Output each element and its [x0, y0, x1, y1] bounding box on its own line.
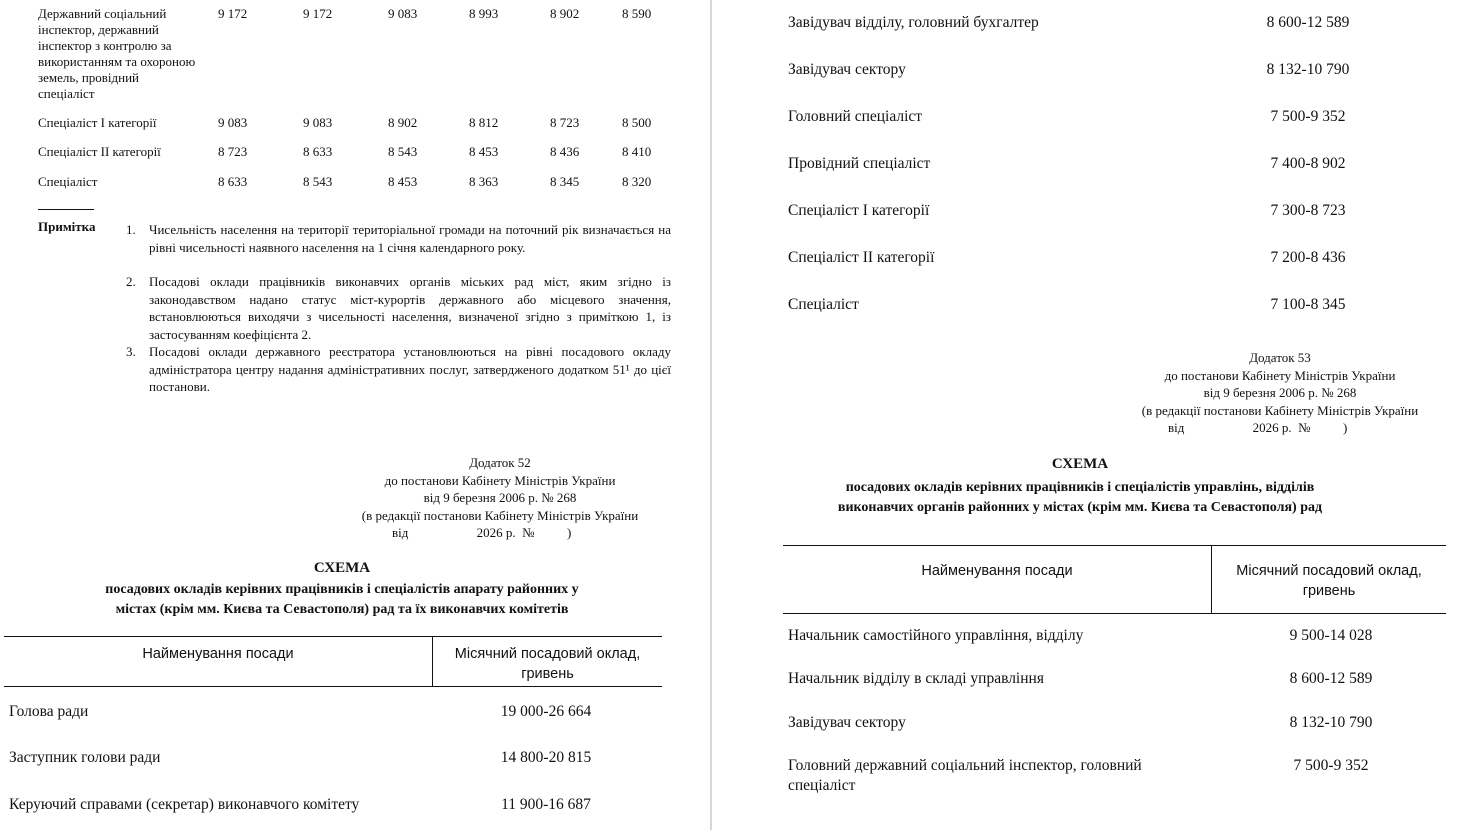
salary-cell: 7 100-8 345 [1270, 296, 1346, 313]
schema-title: СХЕМА [313, 560, 371, 576]
schema-subtitle: містах (крім мм. Києва та Севастополя) рад та їх виконавчих комітетів [115, 602, 569, 617]
position-cell: Завідувач сектору [788, 61, 906, 78]
left-page [0, 0, 710, 830]
addendum-line: від 9 березня 2006 р. № 268 [423, 490, 577, 505]
note-number: 1. [126, 222, 136, 237]
schema-subtitle: посадових окладів керівних працівників і спеціалістів управлінь, відділів [845, 480, 1315, 495]
salary-cell: 8 600-12 589 [1266, 14, 1350, 31]
value-cell: 8 902 [388, 115, 418, 130]
salary-cell: 8 132-10 790 [1289, 714, 1373, 731]
value-cell: 8 345 [550, 174, 580, 189]
schema-title: СХЕМА [1051, 456, 1109, 472]
schema-subtitle: виконавчих органів районних у містах (крім мм. Києва та Севастополя) рад [837, 500, 1323, 515]
footnote-divider [38, 209, 94, 210]
column-header-position: Найменування посади [142, 646, 294, 662]
note-text: Посадові оклади працівників виконавчих органів міських рад міст, яким згідно із законодавством надано статус міст-курортів державного або місцевого значення, встановлюються виходячи з чисельності населення, визначеної згідно з приміткою 1, із застосуванням коефіцієнта 2. [149, 274, 671, 342]
value-cell: 8 453 [469, 144, 499, 159]
position-cell: Спеціаліст I категорії [788, 202, 930, 219]
position-cell: Завідувач відділу, головний бухгалтер [788, 14, 1039, 31]
salary-cell: 7 500-9 352 [1270, 108, 1346, 125]
value-cell: 8 633 [218, 174, 248, 189]
value-cell: 9 083 [303, 115, 333, 130]
value-cell: 8 902 [550, 6, 580, 21]
position-cell: Спеціаліст II категорії [788, 249, 935, 266]
value-cell: 8 500 [622, 115, 652, 130]
position-cell: Заступник голови ради [9, 749, 161, 766]
column-header-salary-line: Місячний посадовий оклад, [1236, 563, 1422, 579]
column-header-salary [1212, 561, 1446, 601]
addendum-line: Додаток 52 [469, 455, 531, 470]
salary-cell: 8 600-12 589 [1289, 670, 1373, 687]
position-cell: Спеціаліст II категорії [38, 144, 161, 159]
table-top-border [4, 636, 662, 637]
position-line: Головний державний соціальний інспектор, головний [788, 757, 1142, 774]
note-label: Примітка [38, 219, 96, 234]
position-cell: Завідувач сектору [788, 714, 906, 731]
addendum-line: від 2026 р. № ) [392, 525, 572, 540]
value-cell: 8 543 [388, 144, 418, 159]
column-header-salary-line: гривень [521, 666, 574, 682]
right-page [712, 0, 1460, 830]
salary-cell: 8 132-10 790 [1266, 61, 1350, 78]
table-header-border [4, 686, 662, 687]
salary-cell: 7 300-8 723 [1270, 202, 1346, 219]
position-cell: Державний соціальний інспектор, державний інспектор з контролю за використанням та охороною земель, провідний спеціаліст [38, 6, 196, 101]
position-cell: Головний спеціаліст [788, 108, 923, 125]
addendum-line: (в редакції постанови Кабінету Міністрів України [361, 507, 639, 523]
value-cell: 8 723 [550, 115, 580, 130]
addendum-line: до постанови Кабінету Міністрів України [384, 472, 616, 488]
addendum-line: від 2026 р. № ) [1168, 420, 1348, 435]
position-cell: Начальник самостійного управління, відділу [788, 627, 1084, 644]
salary-cell: 9 500-14 028 [1289, 627, 1373, 644]
column-header-salary-line: гривень [1302, 583, 1356, 599]
value-cell: 8 723 [218, 144, 248, 159]
position-cell: Провідний спеціаліст [788, 155, 931, 172]
table-top-border [783, 545, 1446, 546]
salary-cell: 19 000-26 664 [500, 703, 592, 720]
salary-cell: 11 900-16 687 [501, 796, 591, 813]
position-cell [788, 756, 1142, 796]
salary-cell: 7 200-8 436 [1270, 249, 1346, 266]
column-header-salary-line: Місячний посадовий оклад, [454, 646, 641, 662]
position-cell: Голова ради [9, 703, 89, 720]
position-line: спеціаліст [788, 777, 856, 794]
addendum-line: до постанови Кабінету Міністрів України [1164, 367, 1396, 383]
position-cell: Начальник відділу в складі управління [788, 670, 1044, 687]
addendum-block [330, 454, 670, 542]
value-cell: 8 543 [303, 174, 333, 189]
salary-cell: 7 500-9 352 [1293, 757, 1369, 774]
value-cell: 8 633 [303, 144, 333, 159]
position-cell: Спеціаліст [38, 174, 98, 189]
addendum-block [1110, 349, 1450, 437]
note-text: Чисельність населення на території територіальної громади на поточний рік визначається на рівні чисельності наявного населення на 1 січня календарного року. [149, 222, 671, 255]
column-header-position: Найменування посади [921, 563, 1073, 579]
value-cell: 9 172 [218, 6, 248, 21]
value-cell: 8 410 [622, 144, 652, 159]
addendum-line: (в редакції постанови Кабінету Міністрів України [1141, 402, 1419, 418]
value-cell: 9 083 [388, 6, 418, 21]
table-header-border [783, 613, 1446, 614]
value-cell: 9 172 [303, 6, 333, 21]
value-cell: 8 436 [550, 144, 580, 159]
position-cell: Спеціаліст [788, 296, 859, 313]
value-cell: 8 453 [388, 174, 418, 189]
value-cell: 8 363 [469, 174, 499, 189]
value-cell: 8 320 [622, 174, 652, 189]
column-header-salary [433, 644, 662, 684]
value-cell: 8 812 [469, 115, 499, 130]
position-cell: Керуючий справами (секретар) виконавчого комітету [9, 796, 360, 813]
schema-subtitle: посадових окладів керівних працівників і спеціалістів апарату районних у [105, 582, 579, 597]
addendum-line: від 9 березня 2006 р. № 268 [1203, 385, 1357, 400]
note-text: Посадові оклади державного реєстратора установлюються на рівні посадового окладу адміністратора центру надання адміністративних послуг, затвердженого додатком 51¹ до цієї постанови. [149, 344, 671, 394]
salary-cell: 7 400-8 902 [1270, 155, 1346, 172]
value-cell: 9 083 [218, 115, 248, 130]
note-number: 3. [126, 344, 136, 359]
value-cell: 8 993 [469, 6, 499, 21]
value-cell: 8 590 [622, 6, 652, 21]
note-number: 2. [126, 274, 136, 289]
addendum-line: Додаток 53 [1249, 350, 1311, 365]
salary-cell: 14 800-20 815 [500, 749, 592, 766]
position-cell: Спеціаліст I категорії [38, 115, 157, 130]
